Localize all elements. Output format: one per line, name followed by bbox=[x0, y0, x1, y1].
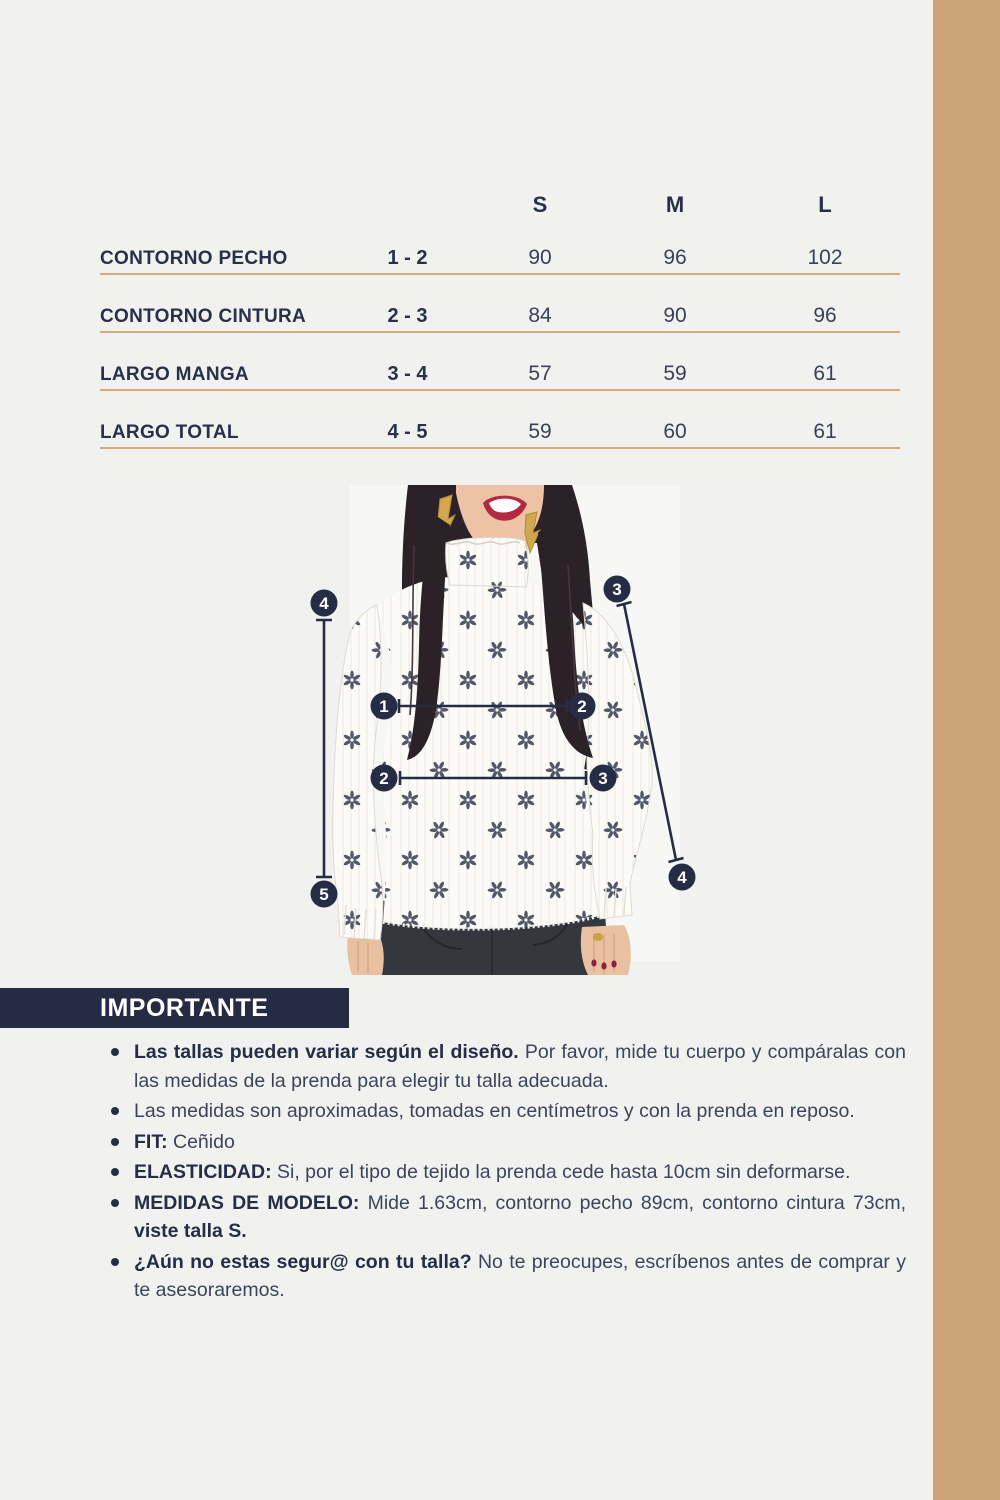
measure-points: 3 - 4 bbox=[387, 363, 428, 385]
marker-chest-end: 2 bbox=[577, 697, 587, 716]
table-row-contorno-cintura bbox=[100, 303, 900, 333]
value-m: 90 bbox=[663, 304, 687, 327]
value-l: 96 bbox=[813, 304, 837, 327]
marker-waist-end: 3 bbox=[598, 769, 608, 788]
value-l: 102 bbox=[807, 246, 843, 269]
note-text: Si, por el tipo de tejido la prenda cede hasta 10cm sin deformarse. bbox=[271, 1161, 851, 1183]
length-line-4-5 bbox=[316, 620, 332, 877]
note-bold: MEDIDAS DE MODELO: bbox=[134, 1191, 360, 1214]
note-item-elasticidad bbox=[108, 1158, 906, 1187]
value-l: 61 bbox=[813, 420, 837, 443]
measure-label: LARGO TOTAL bbox=[100, 422, 239, 443]
size-column-s: S bbox=[532, 192, 548, 217]
note-text: Ceñido bbox=[167, 1130, 235, 1153]
value-s: 57 bbox=[528, 362, 552, 385]
value-l: 61 bbox=[813, 362, 837, 385]
model-right-hand bbox=[581, 925, 631, 975]
marker-sleeve-end: 4 bbox=[677, 868, 687, 887]
bullet-dot bbox=[111, 1168, 119, 1176]
note-bold: ¿Aún no estas segur@ con tu talla? bbox=[134, 1250, 472, 1273]
value-m: 96 bbox=[663, 246, 687, 269]
size-table-header bbox=[100, 192, 900, 218]
note-tail: viste talla S. bbox=[134, 1220, 247, 1242]
value-s: 59 bbox=[528, 420, 552, 443]
size-column-l: L bbox=[818, 192, 832, 217]
marker-chest-start: 1 bbox=[379, 697, 389, 716]
measure-label: CONTORNO PECHO bbox=[100, 248, 288, 269]
marker-length-start: 4 bbox=[319, 594, 329, 613]
value-m: 60 bbox=[663, 420, 687, 443]
note-item-fit bbox=[108, 1128, 906, 1157]
note-bold: FIT: bbox=[134, 1130, 168, 1153]
notes-list bbox=[108, 1038, 906, 1307]
marker-waist-start: 2 bbox=[379, 769, 389, 788]
value-s: 90 bbox=[528, 246, 552, 269]
size-column-m: M bbox=[665, 192, 685, 217]
measure-points: 2 - 3 bbox=[387, 305, 428, 327]
table-row-largo-manga bbox=[100, 361, 900, 391]
sweater-collar bbox=[446, 537, 528, 587]
table-row-largo-total bbox=[100, 419, 900, 449]
note-text: Mide 1.63cm, contorno pecho 89cm, contorno cintura 73cm, bbox=[359, 1191, 907, 1214]
note-item-asesoria bbox=[108, 1248, 906, 1305]
note-text: No te preocupes, escríbenos antes de comprar y te asesoraremos. bbox=[134, 1250, 906, 1301]
measure-label: LARGO MANGA bbox=[100, 364, 249, 385]
bullet-dot bbox=[111, 1138, 119, 1146]
right-accent-stripe bbox=[933, 0, 1000, 1500]
header-spacer bbox=[335, 192, 480, 218]
header-spacer bbox=[100, 192, 335, 218]
measure-label: CONTORNO CINTURA bbox=[100, 306, 307, 327]
important-title: IMPORTANTE bbox=[100, 994, 269, 1022]
note-item-medidas-modelo bbox=[108, 1189, 906, 1246]
note-item-medidas-aprox bbox=[108, 1097, 906, 1126]
measure-points: 1 - 2 bbox=[387, 247, 428, 269]
model-illustration bbox=[280, 485, 720, 975]
note-bold: Las tallas pueden variar según el diseño. bbox=[134, 1041, 519, 1063]
bullet-dot bbox=[111, 1048, 119, 1056]
marker-length-end: 5 bbox=[319, 885, 329, 904]
bullet-dot bbox=[111, 1199, 119, 1207]
value-m: 59 bbox=[663, 362, 687, 385]
table-row-contorno-pecho bbox=[100, 245, 900, 275]
note-text: Por favor, mide tu cuerpo y compáralas con las medidas de la prenda para elegir tu talla adecuada. bbox=[134, 1041, 906, 1092]
marker-sleeve-start: 3 bbox=[612, 580, 622, 599]
value-s: 84 bbox=[528, 304, 552, 327]
bullet-dot bbox=[111, 1107, 119, 1115]
model-figure bbox=[280, 485, 720, 975]
important-banner bbox=[0, 988, 349, 1028]
measure-points: 4 - 5 bbox=[387, 421, 428, 443]
bullet-dot bbox=[111, 1258, 119, 1266]
note-item-tallas bbox=[108, 1038, 906, 1095]
note-bold: ELASTICIDAD: bbox=[134, 1161, 272, 1183]
note-text: Las medidas son aproximadas, tomadas en centímetros y con la prenda en reposo. bbox=[134, 1100, 855, 1122]
